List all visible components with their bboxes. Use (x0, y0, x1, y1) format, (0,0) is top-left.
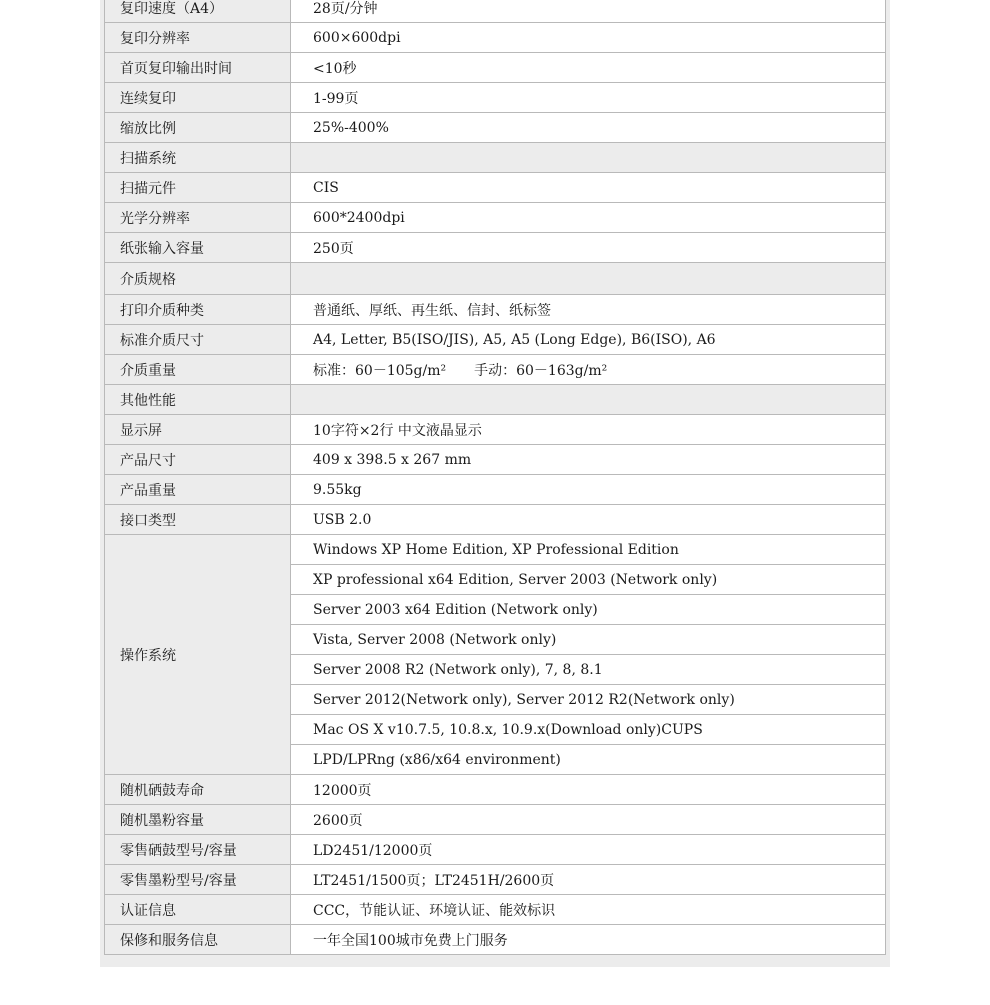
spec-label: 打印介质种类 (105, 295, 291, 325)
table-row (105, 415, 886, 445)
spec-value: 12000页 (291, 775, 886, 805)
table-row (105, 0, 886, 23)
os-value: Windows XP Home Edition, XP Professional Edition (291, 535, 886, 565)
table-row (105, 173, 886, 203)
spec-label: 产品尺寸 (105, 445, 291, 475)
spec-label: 纸张输入容量 (105, 233, 291, 263)
table-row (105, 895, 886, 925)
table-row (105, 775, 886, 805)
spec-value: LT2451/1500页；LT2451H/2600页 (291, 865, 886, 895)
section-heading: 其他性能 (105, 385, 291, 415)
spec-value: A4, Letter, B5(ISO/JIS), A5, A5 (Long Edge), B6(ISO), A6 (291, 325, 886, 355)
spec-value: 标准：60－105g/m² 手动：60－163g/m² (291, 355, 886, 385)
os-value: XP professional x64 Edition, Server 2003 (Network only) (291, 565, 886, 595)
spec-value: 25%-400% (291, 113, 886, 143)
spec-label: 随机墨粉容量 (105, 805, 291, 835)
spec-value: 600*2400dpi (291, 203, 886, 233)
os-label: 操作系统 (105, 535, 291, 775)
table-row (105, 83, 886, 113)
spec-value: 1-99页 (291, 83, 886, 113)
table-row (105, 23, 886, 53)
spec-value (291, 143, 886, 173)
table-row (105, 113, 886, 143)
os-value: Server 2003 x64 Edition (Network only) (291, 595, 886, 625)
spec-value: 9.55kg (291, 475, 886, 505)
spec-table (104, 0, 886, 955)
section-header-row (105, 385, 886, 415)
spec-label: 介质重量 (105, 355, 291, 385)
section-heading: 介质规格 (105, 263, 291, 295)
spec-value: 600×600dpi (291, 23, 886, 53)
spec-label: 复印分辨率 (105, 23, 291, 53)
os-value: LPD/LPRng (x86/x64 environment) (291, 745, 886, 775)
spec-label: 接口类型 (105, 505, 291, 535)
spec-value: CCC，节能认证、环境认证、能效标识 (291, 895, 886, 925)
spec-label: 首页复印输出时间 (105, 53, 291, 83)
spec-value: 10字符×2行 中文液晶显示 (291, 415, 886, 445)
table-row (105, 445, 886, 475)
spec-label: 缩放比例 (105, 113, 291, 143)
table-row (105, 535, 886, 565)
spec-label: 零售硒鼓型号/容量 (105, 835, 291, 865)
spec-value: <10秒 (291, 53, 886, 83)
table-row (105, 865, 886, 895)
spec-label: 保修和服务信息 (105, 925, 291, 955)
spec-label: 认证信息 (105, 895, 291, 925)
os-value: Server 2008 R2 (Network only), 7, 8, 8.1 (291, 655, 886, 685)
spec-value: 409 x 398.5 x 267 mm (291, 445, 886, 475)
section-header-row (105, 143, 886, 173)
spec-label: 随机硒鼓寿命 (105, 775, 291, 805)
spec-value: 250页 (291, 233, 886, 263)
table-row (105, 475, 886, 505)
table-row (105, 835, 886, 865)
spec-value: 一年全国100城市免费上门服务 (291, 925, 886, 955)
spec-value: 普通纸、厚纸、再生纸、信封、纸标签 (291, 295, 886, 325)
spec-value (291, 263, 886, 295)
spec-value (291, 385, 886, 415)
spec-label: 复印速度（A4） (105, 0, 291, 23)
table-row (105, 505, 886, 535)
os-value: Vista, Server 2008 (Network only) (291, 625, 886, 655)
spec-label: 扫描元件 (105, 173, 291, 203)
spec-value: LD2451/12000页 (291, 835, 886, 865)
table-row (105, 203, 886, 233)
os-value: Server 2012(Network only), Server 2012 R2(Network only) (291, 685, 886, 715)
section-heading: 扫描系统 (105, 143, 291, 173)
table-row (105, 53, 886, 83)
spec-label: 显示屏 (105, 415, 291, 445)
table-row (105, 805, 886, 835)
table-row (105, 233, 886, 263)
spec-label: 产品重量 (105, 475, 291, 505)
section-header-row (105, 263, 886, 295)
table-row (105, 355, 886, 385)
spec-value: USB 2.0 (291, 505, 886, 535)
spec-label: 连续复印 (105, 83, 291, 113)
table-row (105, 295, 886, 325)
spec-label: 零售墨粉型号/容量 (105, 865, 291, 895)
spec-value: CIS (291, 173, 886, 203)
table-row (105, 925, 886, 955)
spec-value: 2600页 (291, 805, 886, 835)
spec-label: 光学分辨率 (105, 203, 291, 233)
table-row (105, 325, 886, 355)
os-value: Mac OS X v10.7.5, 10.8.x, 10.9.x(Download only)CUPS (291, 715, 886, 745)
spec-value: 28页/分钟 (291, 0, 886, 23)
spec-label: 标准介质尺寸 (105, 325, 291, 355)
